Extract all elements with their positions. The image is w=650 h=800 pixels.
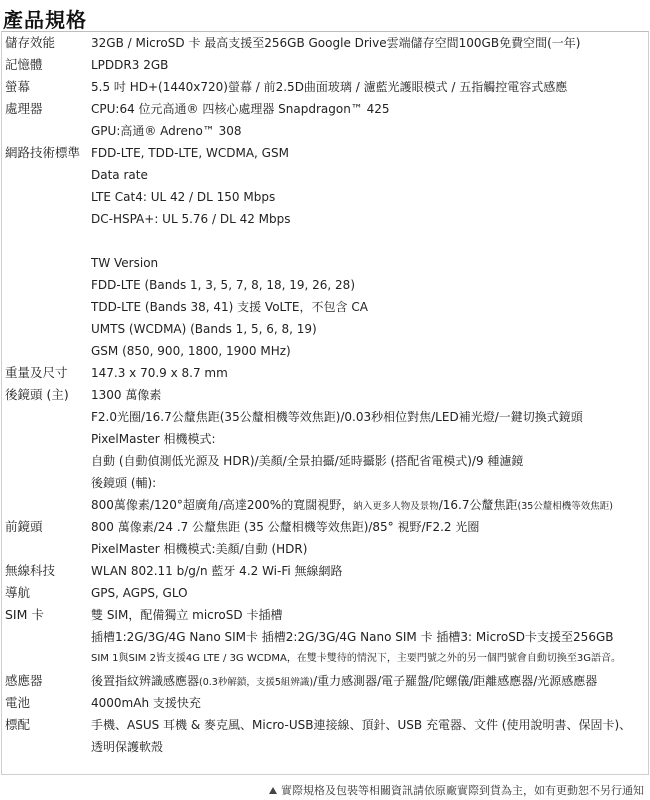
spec-label: SIM 卡 — [5, 607, 44, 622]
spec-value: TDD-LTE (Bands 38, 41) 支援 VoLTE，不包含 CA — [91, 300, 368, 314]
spec-value: PixelMaster 相機模式: — [91, 432, 216, 446]
spec-value: 手機、ASUS 耳機 & 麥克風、Micro-USB連接線、頂針、USB 充電器、文件 (使用說明書、保固卡)、 — [91, 718, 632, 732]
spec-value: 147.3 x 70.9 x 8.7 mm — [91, 366, 228, 380]
spec-label: 電池 — [5, 695, 31, 710]
spec-row — [2, 296, 648, 318]
spec-value: 透明保護軟殼 — [91, 740, 164, 754]
spec-row — [2, 582, 648, 604]
spec-row — [2, 648, 648, 670]
spec-row — [2, 604, 648, 626]
spec-value-part: 800萬像素/120°超廣角/高達200%的寬闊視野， — [91, 498, 354, 512]
spec-value: PixelMaster 相機模式:美顏/自動 (HDR) — [91, 542, 308, 556]
spec-value: 自動 (自動偵測低光源及 HDR)/美顏/全景拍攝/延時攝影 (搭配省電模式)/9 種濾鏡 — [91, 454, 524, 468]
spec-value-part: /重力感測器/電子羅盤/陀螺儀/距離感應器/光源感應器 — [313, 674, 598, 688]
spec-value-part: (35公釐相機等效焦距) — [517, 501, 613, 512]
spec-row — [2, 362, 648, 384]
spec-row — [2, 406, 648, 428]
spec-row — [2, 186, 648, 208]
spec-label: 記憶體 — [5, 57, 43, 72]
disclaimer — [269, 782, 644, 798]
spec-label: 無線科技 — [5, 563, 56, 578]
page-title: 產品規格 — [3, 8, 87, 32]
spec-row — [2, 560, 648, 582]
spec-label: 感應器 — [5, 673, 43, 688]
spec-value: Data rate — [91, 168, 148, 182]
spec-value: TW Version — [91, 256, 159, 270]
spec-value: GSM (850, 900, 1800, 1900 MHz) — [91, 344, 291, 358]
spec-value: 1300 萬像素 — [91, 388, 162, 402]
spec-row — [2, 538, 648, 560]
spec-row — [2, 142, 648, 164]
disclaimer-text: 實際規格及包裝等相關資訊請依原廠實際到貨為主，如有更動恕不另行通知 — [281, 784, 644, 797]
spec-rows — [2, 32, 648, 758]
spec-value: GPS, AGPS, GLO — [91, 586, 188, 600]
spec-value — [91, 494, 613, 518]
spec-value-part: 納入更多人物及景物 — [353, 501, 439, 512]
spec-row — [2, 384, 648, 406]
spec-row — [2, 494, 648, 516]
spec-label: 處理器 — [5, 101, 43, 116]
spec-row — [2, 76, 648, 98]
spec-value: LTE Cat4: UL 42 / DL 150 Mbps — [91, 190, 276, 204]
spec-label: 導航 — [5, 585, 31, 600]
spec-label: 重量及尺寸 — [5, 365, 68, 380]
spec-row — [2, 208, 648, 230]
spec-row — [2, 472, 648, 494]
spec-label: 網路技術標準 — [5, 145, 81, 160]
spec-row — [2, 230, 648, 252]
spec-value: 雙 SIM，配備獨立 microSD 卡插槽 — [91, 608, 283, 622]
spec-row — [2, 692, 648, 714]
spec-row — [2, 120, 648, 142]
spec-label: 後鏡頭 (主) — [5, 387, 69, 402]
spec-value-part: (0.3秒解鎖，支援5組辨識) — [199, 677, 314, 688]
spec-row — [2, 714, 648, 736]
spec-value: 5.5 吋 HD+(1440x720)螢幕 / 前2.5D曲面玻璃 / 濾藍光護眼模式 / 五指觸控電容式感應 — [91, 80, 568, 94]
triangle-icon — [269, 787, 277, 794]
spec-label: 儲存效能 — [5, 35, 56, 50]
spec-value: 800 萬像素/24 .7 公釐焦距 (35 公釐相機等效焦距)/85° 視野/F2.2 光圈 — [91, 520, 480, 534]
spec-value: 4000mAh 支援快充 — [91, 696, 201, 710]
spec-value: DC-HSPA+: UL 5.76 / DL 42 Mbps — [91, 212, 291, 226]
spec-label: 螢幕 — [5, 79, 31, 94]
spec-value: FDD-LTE, TDD-LTE, WCDMA, GSM — [91, 146, 289, 160]
spec-row — [2, 164, 648, 186]
spec-value: UMTS (WCDMA) (Bands 1, 5, 6, 8, 19) — [91, 322, 317, 336]
spec-value: 插槽1:2G/3G/4G Nano SIM卡 插槽2:2G/3G/4G Nano SIM 卡 插槽3: MicroSD卡支援至256GB — [91, 630, 614, 644]
spec-row — [2, 626, 648, 648]
spec-table — [1, 31, 649, 775]
spec-value: 32GB / MicroSD 卡 最高支援至256GB Google Drive雲端儲存空間100GB免費空間(一年) — [91, 36, 581, 50]
spec-value: GPU:高通® Adreno™ 308 — [91, 124, 242, 138]
spec-row — [2, 736, 648, 758]
spec-row — [2, 274, 648, 296]
spec-row — [2, 252, 648, 274]
spec-value: LPDDR3 2GB — [91, 58, 169, 72]
spec-label: 標配 — [5, 717, 31, 732]
spec-row — [2, 340, 648, 362]
spec-value — [91, 670, 597, 694]
spec-value-part: 後置指紋辨識感應器 — [91, 674, 200, 688]
spec-value: SIM 1與SIM 2皆支援4G LTE / 3G WCDMA，在雙卡雙待的情況下，主要門號之外的另一個門號會自動切換至3G語音。 — [91, 653, 622, 664]
spec-value: 後鏡頭 (輔): — [91, 476, 157, 490]
spec-value: FDD-LTE (Bands 1, 3, 5, 7, 8, 18, 19, 26, 28) — [91, 278, 355, 292]
spec-row — [2, 98, 648, 120]
spec-row — [2, 428, 648, 450]
spec-row — [2, 450, 648, 472]
spec-value: WLAN 802.11 b/g/n 藍牙 4.2 Wi-Fi 無線網路 — [91, 564, 343, 578]
spec-value: CPU:64 位元高通® 四核心處理器 Snapdragon™ 425 — [91, 102, 390, 116]
spec-value: F2.0光圈/16.7公釐焦距(35公釐相機等效焦距)/0.03秒相位對焦/LED補光燈/一鍵切換式鏡頭 — [91, 410, 583, 424]
spec-row — [2, 516, 648, 538]
spec-row — [2, 54, 648, 76]
spec-row — [2, 318, 648, 340]
spec-value-part: /16.7公釐焦距 — [438, 498, 518, 512]
spec-label: 前鏡頭 — [5, 519, 43, 534]
spec-row — [2, 670, 648, 692]
spec-row — [2, 32, 648, 54]
